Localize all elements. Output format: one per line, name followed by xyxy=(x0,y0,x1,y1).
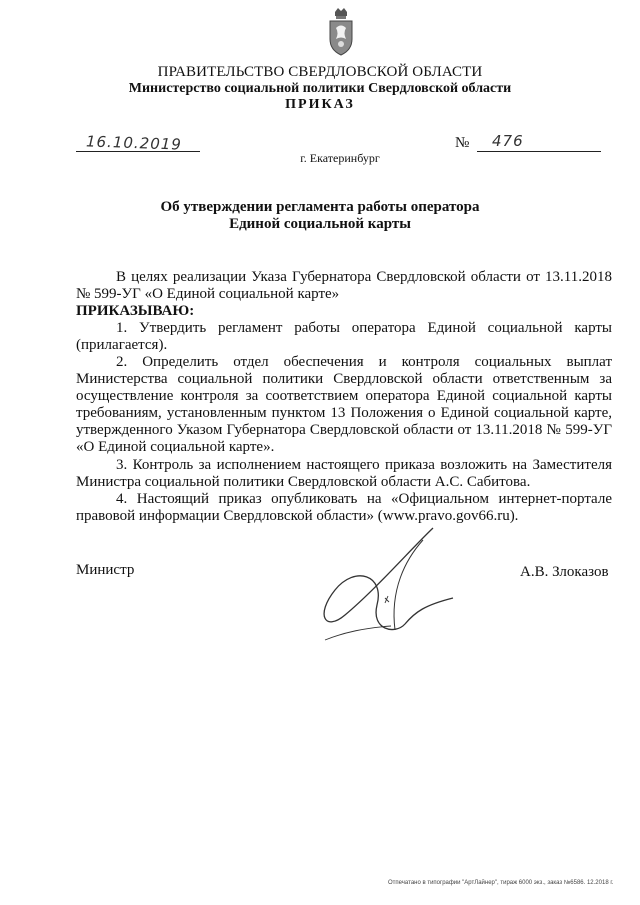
handwritten-number: 476 xyxy=(492,132,524,150)
intro-paragraph: В целях реализации Указа Губернатора Свердловской области от 13.11.2018 № 599-УГ «О Единой социальной карте» xyxy=(76,269,612,302)
city: г. Екатеринбург xyxy=(300,151,380,165)
order-item-2: 2. Определить отдел обеспечения и контроля социальных выплат Министерства социальной политики Свердловской области ответственным за осуществление контроля за соответствием оператора Единой социальной карты требованиям, установленным пунктом 13 Положения о Единой социальной карте, утвержденного Указом Губернатора Свердловской области от 13.11.2018 № 599-УГ «О Единой социальной карте». xyxy=(76,354,612,455)
print-note: Отпечатано в типографии "АртЛайнер", тираж 6000 экз., заказ №6586. 12.2018 г. xyxy=(388,880,614,886)
signer-role: Министр xyxy=(76,562,135,578)
order-item-4: 4. Настоящий приказ опубликовать на «Официальном интернет-портале правовой информации Свердловской области» (www.pravo.gov66.ru). xyxy=(76,491,612,524)
ministry-name: Министерство социальной политики Свердловской области xyxy=(128,81,512,96)
document-type: ПРИКАЗ xyxy=(285,97,355,112)
order-item-3: 3. Контроль за исполнением настоящего приказа возложить на Заместителя Министра социальной политики Свердловской области А.С. Сабитова. xyxy=(76,457,612,490)
title-line-1: Об утверждении регламента работы оператора xyxy=(160,199,480,215)
number-sign: № xyxy=(455,135,470,151)
handwritten-signature xyxy=(305,520,455,660)
signer-name: А.В. Злоказов xyxy=(520,564,609,580)
coat-of-arms-emblem xyxy=(326,6,356,58)
government-name: ПРАВИТЕЛЬСТВО СВЕРДЛОВСКОЙ ОБЛАСТИ xyxy=(157,64,483,80)
title-line-2: Единой социальной карты xyxy=(229,216,411,232)
order-word: ПРИКАЗЫВАЮ: xyxy=(76,303,195,319)
order-item-1: 1. Утвердить регламент работы оператора Единой социальной карты (прилагается). xyxy=(76,320,612,353)
handwritten-date: 16.10.2019 xyxy=(85,132,183,154)
document-title xyxy=(0,199,640,233)
